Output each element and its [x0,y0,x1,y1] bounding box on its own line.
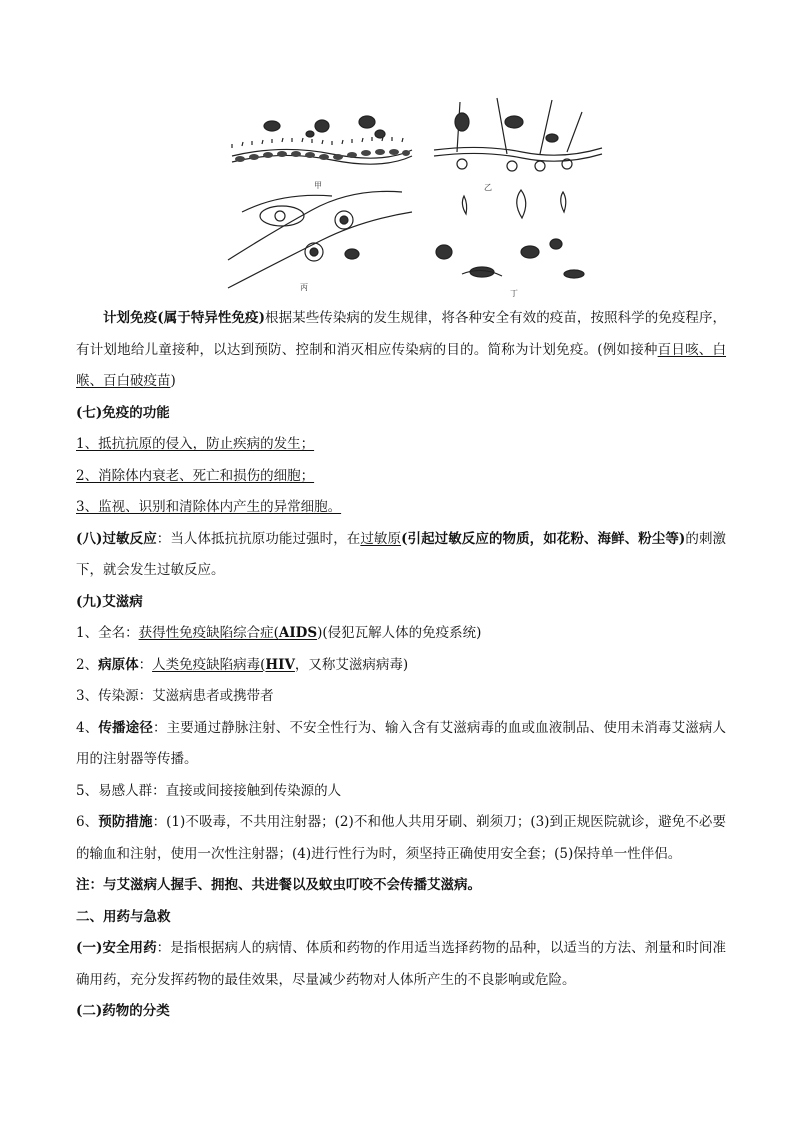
aids-note: 注：与艾滋病人握手、拥抱、共进餐以及蚊虫叮咬不会传播艾滋病。 [76,877,481,893]
allergen-examples: (引起过敏反应的物质，如花粉、海鲜、粉尘等) [401,530,686,547]
aids-route-label: 传播途径 [98,719,153,736]
aids-fullname-label: 1、全名： [76,625,139,641]
aids-pathogen-text: 人类免疫缺陷病毒( [152,656,266,673]
panel-label-jia: 甲 [314,181,322,190]
safe-medication-term: (一)安全用药 [76,940,157,956]
safe-medication-paragraph [76,933,726,996]
planned-immunization-close: ) [170,373,176,389]
hiv-abbr: HIV [265,656,295,673]
aids-pathogen-sep: ： [138,656,153,673]
planned-immunization-term: 计划免疫 [103,310,158,326]
aids-prevention-label: 预防措施 [98,814,153,830]
aids-pathogen [76,650,726,682]
aids-prevention [76,807,726,870]
allergy-paragraph [76,524,726,587]
safe-medication-text: ：是指根据病人的病情、体质和药物的作用适当选择药物的品种，以适当的方法、剂量和时间准确用药，充分发挥药物的最佳效果，尽量减少药物对人体所产生的不良影响或危险。 [76,940,726,988]
panel-label-yi: 乙 [484,183,492,192]
aids-pathogen-tail: ，又称艾滋病病毒) [294,656,409,673]
allergy-text-1: ：当人体抵抗抗原功能过强时，在 [156,530,361,547]
aids-route [76,713,726,776]
immune-illustration-drawing [222,92,610,298]
immune-function-text: 2、消除体内衰老、死亡和损伤的细胞； [76,467,315,484]
aids-prevention-text: ：(1)不吸毒，不共用注射器；(2)不和他人共用牙刷、剃须刀；(3)到正规医院就诊，避免不必要的输血和注射，使用一次性注射器；(4)进行性行为时，须坚持正确使用安全套；(5)保持单一性伴侣。 [76,814,726,862]
immune-function-text: 3、监视、识别和清除体内产生的异常细胞。 [76,499,342,515]
aids-fullname-tail: )(侵犯瓦解人体的免疫系统) [317,625,482,641]
document-body [76,303,726,1028]
aids-prevention-num: 6、 [76,814,99,830]
aids-route-text: ：主要通过静脉注射、不安全性行为、输入含有艾滋病毒的血或血液制品、使用未消毒艾滋病人用的注射器等传播。 [76,719,727,767]
vaccine-examples: 百日咳、白喉、百白破疫苗 [76,341,727,389]
aids-pathogen-label: 病原体 [98,656,139,673]
planned-immunization-paragraph [76,303,726,398]
allergen-term: 过敏原 [360,530,402,547]
immune-function-text: 1、抵抗抗原的侵入，防止疾病的发生； [76,436,315,452]
immune-function-item [76,429,726,461]
planned-immunization-type: (属于特异性免疫) [157,310,265,326]
immune-function-item [76,461,726,493]
allergy-term: (八)过敏反应 [76,530,157,547]
aids-source: 3、传染源：艾滋病患者或携带者 [76,688,274,704]
aids-pathogen-num: 2、 [76,656,99,673]
aids-route-num: 4、 [76,719,99,736]
aids-susceptible: 5、易感人群：直接或间接接触到传染源的人 [76,782,342,799]
planned-immunization-text: 根据某些传染病的发生规律，将各种安全有效的疫苗，按照科学的免疫程序，有计划地给儿童接种，以达到预防、控制和消灭相应传染病的目的。简称为计划免疫。(例如接种 [76,310,727,358]
allergy-text-2: 的刺激下，就会发生过敏反应。 [76,530,727,578]
aids-fullname-text: 获得性免疫缺陷综合症( [138,625,279,641]
immune-illustration [222,92,610,298]
aids-fullname [76,618,726,650]
drug-classification-heading: (二)药物的分类 [76,1003,170,1019]
panel-label-bing: 丙 [300,283,308,292]
aids-heading: (九)艾滋病 [76,593,143,610]
medicine-heading: 二、用药与急救 [76,908,171,925]
immune-functions-heading: (七)免疫的功能 [76,404,170,421]
aids-abbr: AIDS [278,625,318,641]
immune-function-item [76,492,726,524]
panel-label-ding: 丁 [510,289,518,298]
